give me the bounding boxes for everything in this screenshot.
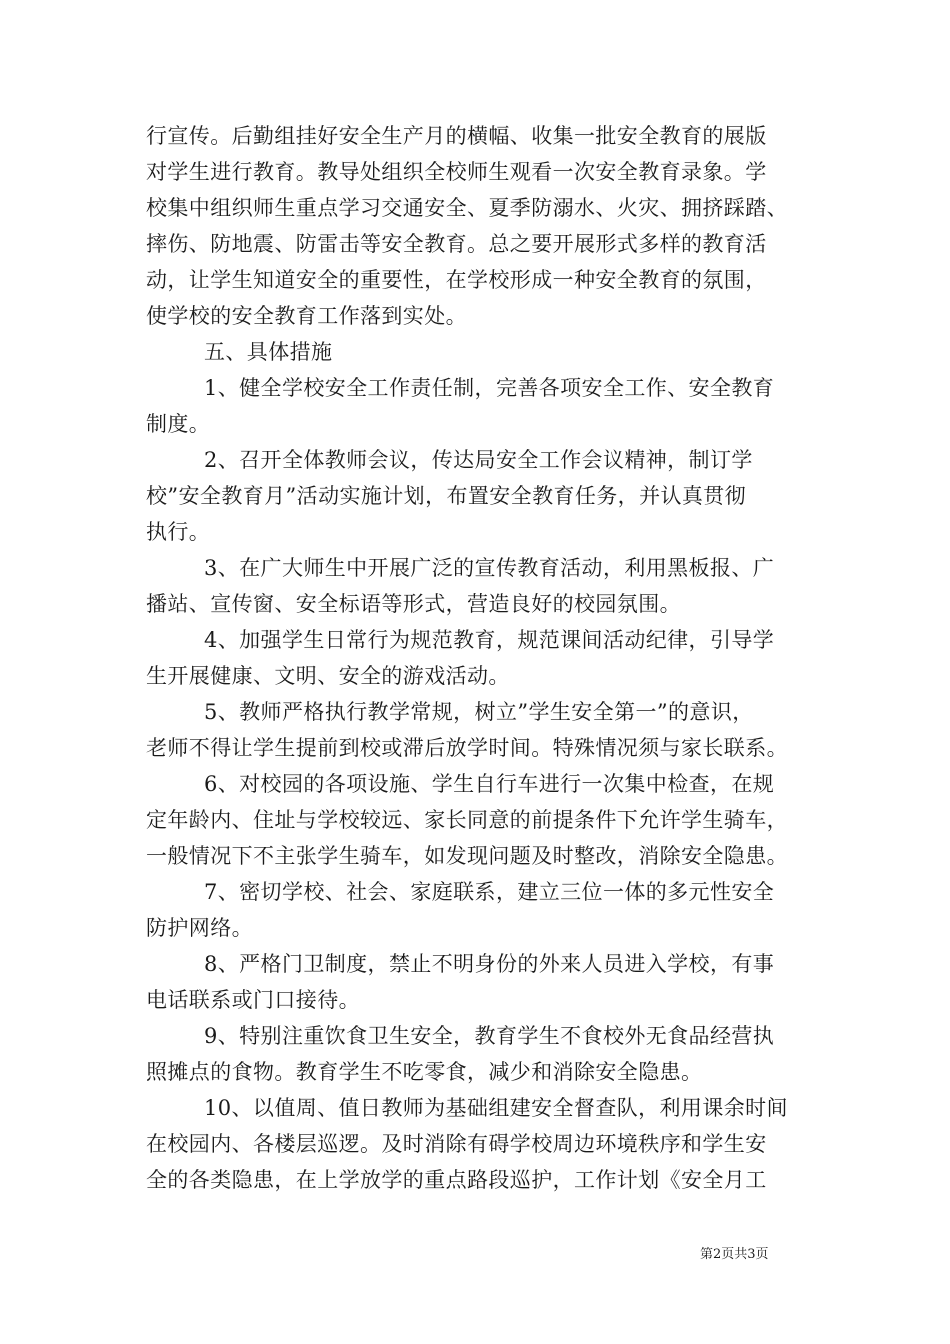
text-line: 8、严格门卫制度，禁止不明身份的外来人员进入学校，有事 bbox=[204, 952, 775, 976]
text-line: 一般情况下不主张学生骑车，如发现问题及时整改，消除安全隐患。 bbox=[146, 844, 788, 868]
text-line: 定年龄内、住址与学校较远、家长同意的前提条件下允许学生骑车， bbox=[146, 808, 788, 832]
text-line: 在校园内、各楼层巡逻。及时消除有碍学校周边环境秩序和学生安 bbox=[146, 1132, 767, 1156]
text-line: 9、特别注重饮食卫生安全，教育学生不食校外无食品经营执 bbox=[204, 1024, 775, 1048]
text-line: 老师不得让学生提前到校或滞后放学时间。特殊情况须与家长联系。 bbox=[146, 736, 788, 760]
section-heading: 五、具体措施 bbox=[204, 340, 333, 364]
text-line: 行宣传。后勤组挂好安全生产月的横幅、收集一批安全教育的展版 bbox=[146, 124, 767, 148]
text-line: 5、教师严格执行教学常规，树立”学生安全第一”的意识， bbox=[204, 700, 754, 724]
text-line: 动，让学生知道安全的重要性，在学校形成一种安全教育的氛围， bbox=[146, 268, 767, 292]
text-line: 1、健全学校安全工作责任制，完善各项安全工作、安全教育 bbox=[204, 376, 775, 400]
text-line: 播站、宣传窗、安全标语等形式，营造良好的校园氛围。 bbox=[146, 592, 681, 616]
text-line: 摔伤、防地震、防雷击等安全教育。总之要开展形式多样的教育活 bbox=[146, 232, 767, 256]
text-line: 校集中组织师生重点学习交通安全、夏季防溺水、火灾、拥挤踩踏、 bbox=[146, 196, 788, 220]
text-line: 照摊点的食物。教育学生不吃零食，减少和消除安全隐患。 bbox=[146, 1060, 703, 1084]
text-line: 生开展健康、文明、安全的游戏活动。 bbox=[146, 664, 510, 688]
text-line: 7、密切学校、社会、家庭联系，建立三位一体的多元性安全 bbox=[204, 880, 775, 904]
text-line: 10、以值周、值日教师为基础组建安全督查队，利用课余时间 bbox=[204, 1096, 788, 1120]
text-line: 3、在广大师生中开展广泛的宣传教育活动，利用黑板报、广 bbox=[204, 556, 775, 580]
text-line: 2、召开全体教师会议，传达局安全工作会议精神，制订学 bbox=[204, 448, 753, 472]
text-line: 防护网络。 bbox=[146, 916, 253, 940]
text-line: 执行。 bbox=[146, 520, 211, 544]
text-line: 校”安全教育月”活动实施计划，布置安全教育任务，并认真贯彻 bbox=[146, 484, 747, 508]
text-line: 制度。 bbox=[146, 412, 211, 436]
text-line: 4、加强学生日常行为规范教育，规范课间活动纪律，引导学 bbox=[204, 628, 775, 652]
text-line: 使学校的安全教育工作落到实处。 bbox=[146, 304, 467, 328]
text-line: 全的各类隐患，在上学放学的重点路段巡护，工作计划《安全月工 bbox=[146, 1168, 767, 1192]
text-line: 6、对校园的各项设施、学生自行车进行一次集中检查，在规 bbox=[204, 772, 775, 796]
document-body bbox=[146, 118, 826, 1198]
page-number: 第2页共3页 bbox=[700, 1247, 769, 1262]
text-line: 电话联系或门口接待。 bbox=[146, 988, 360, 1012]
text-line: 对学生进行教育。教导处组织全校师生观看一次安全教育录象。学 bbox=[146, 160, 767, 184]
